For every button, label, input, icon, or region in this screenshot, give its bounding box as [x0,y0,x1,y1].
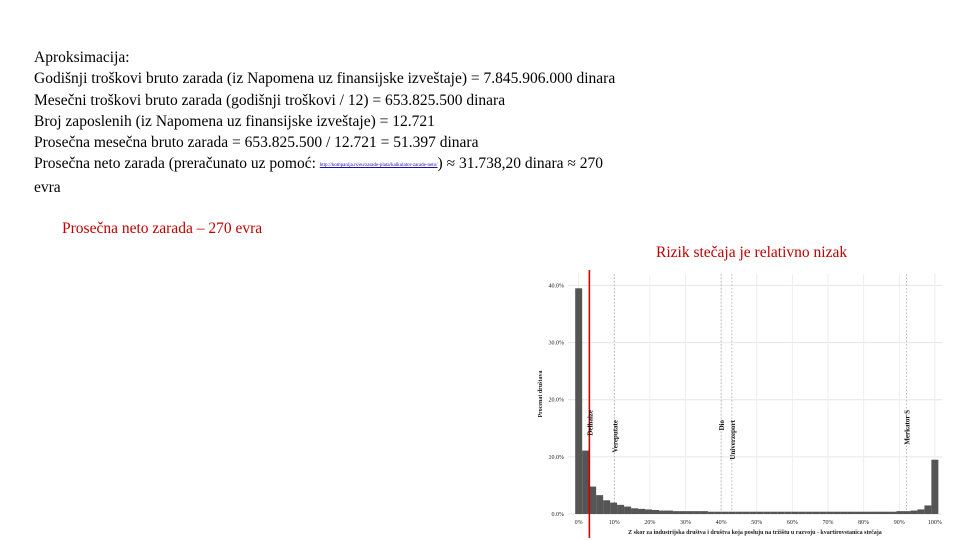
histogram-bar [708,512,715,514]
histogram-bar [827,512,834,514]
y-tick-label: 0.0% [551,512,564,518]
bankruptcy-risk-note: Rizik stečaja je relativno nizak [656,244,848,261]
histogram-bar [680,511,687,514]
histogram-bar [596,495,603,514]
y-tick-label: 20.0% [548,397,564,404]
x-tick-label: 60% [786,520,798,526]
text-line-6 [34,153,734,176]
annotation-label: Merkator S [903,410,912,445]
histogram-bar [764,512,771,514]
calculator-link[interactable]: http://kompanija.rs/eu/zarade-plata/kalkulator-zarade-neto/ [319,163,438,169]
histogram-bar [729,512,736,514]
histogram-bar [931,460,938,514]
x-tick-label: 40% [715,520,727,526]
histogram-svg [534,270,946,540]
plot-area [568,274,942,514]
x-tick-label: 20% [644,520,656,526]
histogram-bar [694,511,701,514]
histogram-bar [896,511,903,514]
y-axis-title: Procenat društava [538,370,544,418]
x-axis-title: Z skor za industrijska društva i društva koja posluju na tržištu u razvoju - kvartirovstanica stečaja [628,530,882,536]
histogram-bar [785,512,792,514]
histogram-bar [806,512,813,514]
annotation-label: Vereputate [611,420,620,453]
histogram-bar [603,500,610,514]
x-tick-label: 80% [858,520,870,526]
x-tick-label: 0% [574,520,583,526]
histogram-bar [743,512,750,514]
x-tick-label: 50% [751,520,763,526]
annotation-label: Delhaize [586,410,595,436]
y-tick-label: 30.0% [548,340,564,347]
x-tick-label: 70% [822,520,834,526]
text-line-1: Aproksimacija: [34,49,130,66]
histogram-bar [736,512,743,514]
histogram-bar [750,512,757,514]
histogram-bar [834,512,841,514]
z-score-histogram [534,270,946,540]
text-line-6-suffix: ) ≈ 31.738,20 dinara ≈ 270 [437,155,604,173]
histogram-bar [631,508,638,514]
histogram-bar [903,511,910,514]
histogram-bar [659,511,666,514]
net-salary-note: Prosečna neto zarada – 270 evra [62,220,263,237]
histogram-bar [715,512,722,514]
histogram-bar [582,451,589,514]
histogram-bar [666,511,673,514]
x-tick-label: 90% [893,520,905,526]
histogram-bar [589,487,596,514]
histogram-bar [841,512,848,514]
histogram-bar [792,512,799,514]
histogram-bar [813,512,820,514]
histogram-bar [617,505,624,514]
x-tick-label: 10% [608,520,620,526]
text-line-4: Broj zaposlenih (iz Napomena uz finansijske izveštaje) = 12.721 [34,112,435,130]
body-text [34,47,734,198]
histogram-bar [778,512,785,514]
histogram-bar [889,512,896,514]
histogram-bar [722,512,729,514]
text-line-2: Godišnji troškovi bruto zarada (iz Napomena uz finansijske izveštaje) = 7.845.906.000 dinara [34,70,616,88]
histogram-bar [855,512,862,514]
y-tick-label: 40.0% [548,283,564,290]
text-line-3: Mesečni troškovi bruto zarada (godišnji troškovi / 12) = 653.825.500 dinara [34,91,506,109]
histogram-bar [799,512,806,514]
histogram-bar [848,512,855,514]
histogram-bar [917,509,924,514]
histogram-bar [910,511,917,514]
histogram-bar [575,288,582,514]
histogram-bar [924,505,931,514]
annotation-label: Dio [718,420,727,431]
histogram-bar [638,509,645,514]
x-tick-label: 30% [680,520,692,526]
y-tick-label: 10.0% [548,454,564,461]
histogram-bar [771,512,778,514]
text-line-6-prefix: Prosečna neto zarada (preračunato uz pomoć: [34,155,320,173]
histogram-bar [673,511,680,514]
histogram-bar [645,509,652,514]
histogram-bar [624,507,631,514]
x-tick-label: 100% [927,520,942,526]
histogram-bar [701,511,708,514]
histogram-bar [882,512,889,514]
text-line-5: Prosečna mesečna bruto zarada = 653.825.500 / 12.721 = 51.397 dinara [34,134,479,152]
histogram-bar [876,512,883,514]
histogram-bar [687,511,694,514]
annotation-label: Univerzeport [728,420,737,460]
histogram-bar [757,512,764,514]
text-line-7: evra [34,178,61,196]
histogram-bar [652,510,659,514]
histogram-bar [820,512,827,514]
histogram-bar [610,503,617,514]
histogram-bar [862,512,869,514]
histogram-bar [869,512,876,514]
